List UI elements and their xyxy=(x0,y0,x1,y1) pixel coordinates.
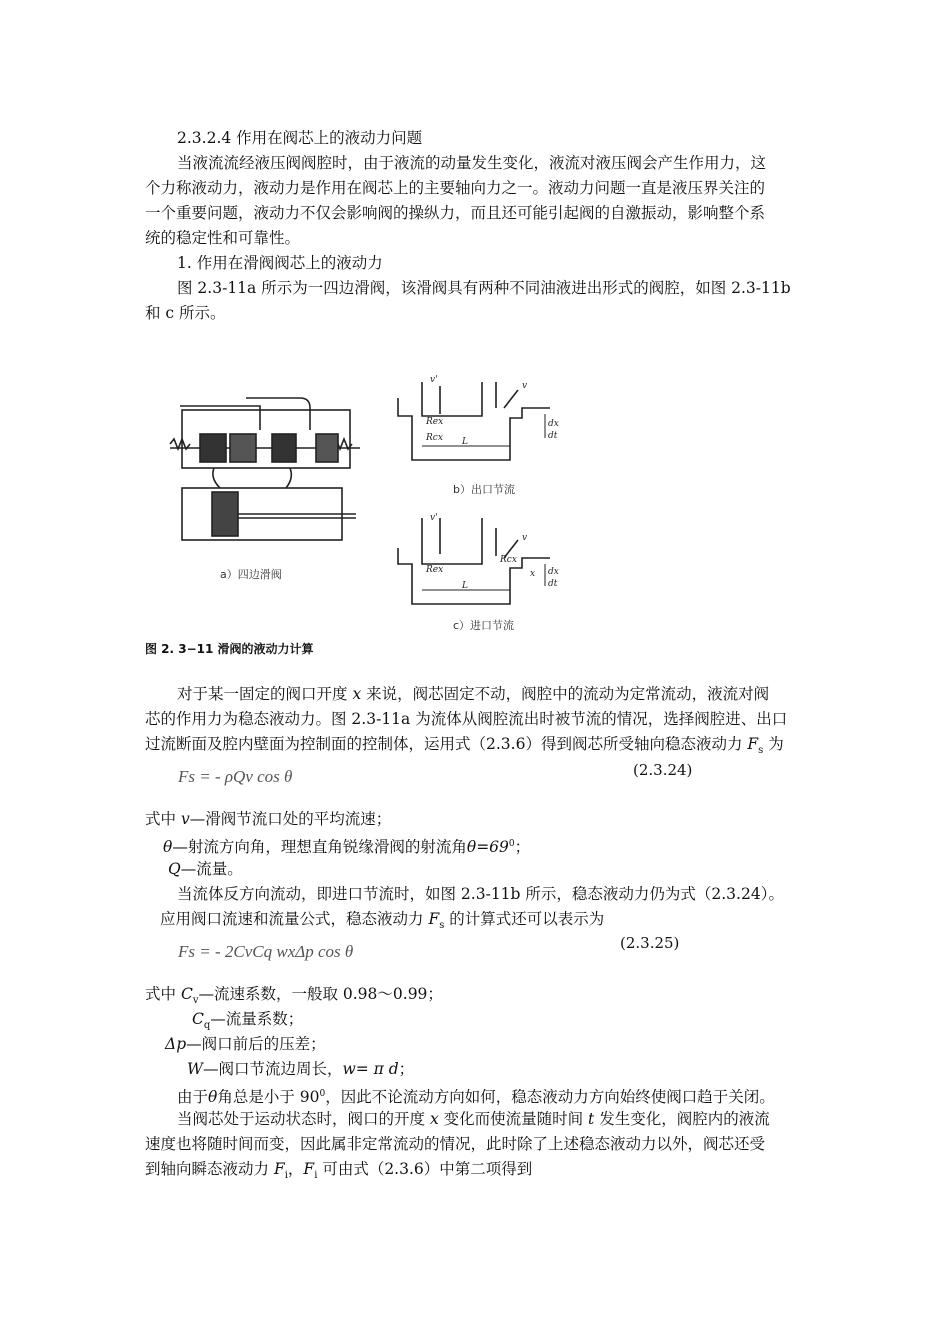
spool-land-2 xyxy=(230,434,256,462)
equation-2-3-24: Fs = - ρQv cos θ xyxy=(178,767,293,786)
slide-valve-figure xyxy=(150,368,600,638)
label-L-b: L xyxy=(462,437,468,447)
label-v-c: v xyxy=(522,533,528,543)
para4-line-2: 速度也将随时间而变，因此属非定常流动的情况，此时除了上述稳态液动力以外，阀芯还受 xyxy=(145,1135,766,1153)
spool-land-1 xyxy=(200,434,226,462)
para4-line-3: 到轴向瞬态液动力 $F_i$，$F_i$ 可由式（2.3.6）中第二项得到 xyxy=(145,1160,533,1182)
caption-c: c）进口节流 xyxy=(453,619,515,632)
label-rex-b: Rex xyxy=(426,417,444,427)
ports-b xyxy=(422,382,496,416)
equation-number-2-3-24: (2.3.24) xyxy=(633,761,693,779)
def-dp: Δp—阀口前后的压差； xyxy=(165,1035,326,1053)
fig-intro-line-2: 和 c 所示。 xyxy=(145,304,226,322)
intro-line-4: 统的稳定性和可靠性。 xyxy=(145,229,301,247)
para4-line-1: 当阀芯处于运动状态时，阀口的开度 x 变化而使流量随时间 t 发生变化，阀腔内的液流 xyxy=(177,1110,770,1128)
para1-line-2: 芯的作用力为稳态液动力。图 2.3-11a 为流体从阀腔流出时被节流的情况，选择阀腔进、出口 xyxy=(145,710,788,728)
intro-line-2: 个力称液动力，液动力是作用在阀芯上的主要轴向力之一。液动力问题一直是液压界关注的 xyxy=(145,179,766,197)
subheading: 1. 作用在滑阀阀芯上的液动力 xyxy=(177,254,383,272)
label-v-b: v xyxy=(522,381,528,391)
chamber-c xyxy=(398,548,550,604)
equation-number-2-3-25: (2.3.25) xyxy=(620,934,680,952)
supply-pipe-right xyxy=(246,398,310,430)
label-rex-c: Rex xyxy=(426,565,444,575)
label-rcx-c: Rcx xyxy=(500,555,517,565)
label-dt-c: dt xyxy=(548,579,558,589)
chamber-b xyxy=(398,398,550,460)
para1-line-3: 过流断面及腔内壁面为控制面的控制体，运用式（2.3.6）得到阀芯所受轴向稳态液动力 $F_s$ 为 xyxy=(145,735,784,757)
def-cq: $C_q—$流量系数； xyxy=(192,1010,304,1032)
def-q: Q—流量。 xyxy=(168,860,243,878)
figure-title: 图 2. 3−11 滑阀的液动力计算 xyxy=(145,642,314,656)
para1-line-1: 对于某一固定的阀口开度 x 来说，阀芯固定不动，阀腔中的流动为定常流动，液流对阀 xyxy=(177,685,770,703)
label-x-c: x xyxy=(530,569,536,579)
label-L-c: L xyxy=(462,581,468,591)
intro-line-1: 当液流流经液压阀阀腔时，由于液流的动量发生变化，液流对液压阀会产生作用力，这 xyxy=(177,154,767,172)
label-vp-c: v' xyxy=(430,513,438,523)
label-vp-b: v' xyxy=(430,375,438,385)
flow-arrow-2 xyxy=(286,468,291,488)
equation-2-3-25: Fs = - 2CvCq wxΔp cos θ xyxy=(178,942,354,961)
para3-line-1: 由于θ角总是小于 $90^0$，因此不论流动方向如何，稳态液动力方向始终使阀口趋于关闭。 xyxy=(177,1088,775,1107)
fig-intro-line-1: 图 2.3-11a 所示为一四边滑阀，该滑阀具有两种不同油液进出形式的阀腔，如图 2.3-11b xyxy=(177,279,791,297)
jet-arrow-b xyxy=(504,390,518,408)
para2-line-1: 当流体反方向流动，即进口节流时，如图 2.3-11b 所示，稳态液动力仍为式（2.3.24）。 xyxy=(177,885,784,903)
def-v: 式中 v—滑阀节流口处的平均流速； xyxy=(145,810,392,828)
spool-land-4 xyxy=(316,434,338,462)
para2-line-2: 应用阀口流速和流量公式，稳态液动力 $F_s$ 的计算式还可以表示为 xyxy=(160,910,605,932)
def-cv: 式中 $C_v—$流速系数，一般取 0.98～0.99； xyxy=(145,985,443,1007)
spool-land-3 xyxy=(272,434,296,462)
label-dt-b: dt xyxy=(548,431,558,441)
label-rcx-b: Rcx xyxy=(426,433,443,443)
caption-a: a）四边滑阀 xyxy=(220,568,282,581)
section-heading: 2.3.2.4 作用在阀芯上的液动力问题 xyxy=(177,129,423,147)
caption-b: b）出口节流 xyxy=(453,483,515,496)
label-dx-c: dx xyxy=(548,567,559,577)
intro-line-3: 一个重要问题，液动力不仅会影响阀的操纵力，而且还可能引起阀的自激振动，影响整个系 xyxy=(145,204,766,222)
piston-a xyxy=(212,492,238,536)
label-dx-b: dx xyxy=(548,419,559,429)
def-theta: θ—射流方向角，理想直角锐缘滑阀的射流角$\theta=69^0$； xyxy=(163,838,531,857)
def-w: W—阀口节流边周长，w= π d； xyxy=(187,1060,415,1078)
flow-arrow-1 xyxy=(213,468,220,488)
ports-c xyxy=(422,518,496,564)
